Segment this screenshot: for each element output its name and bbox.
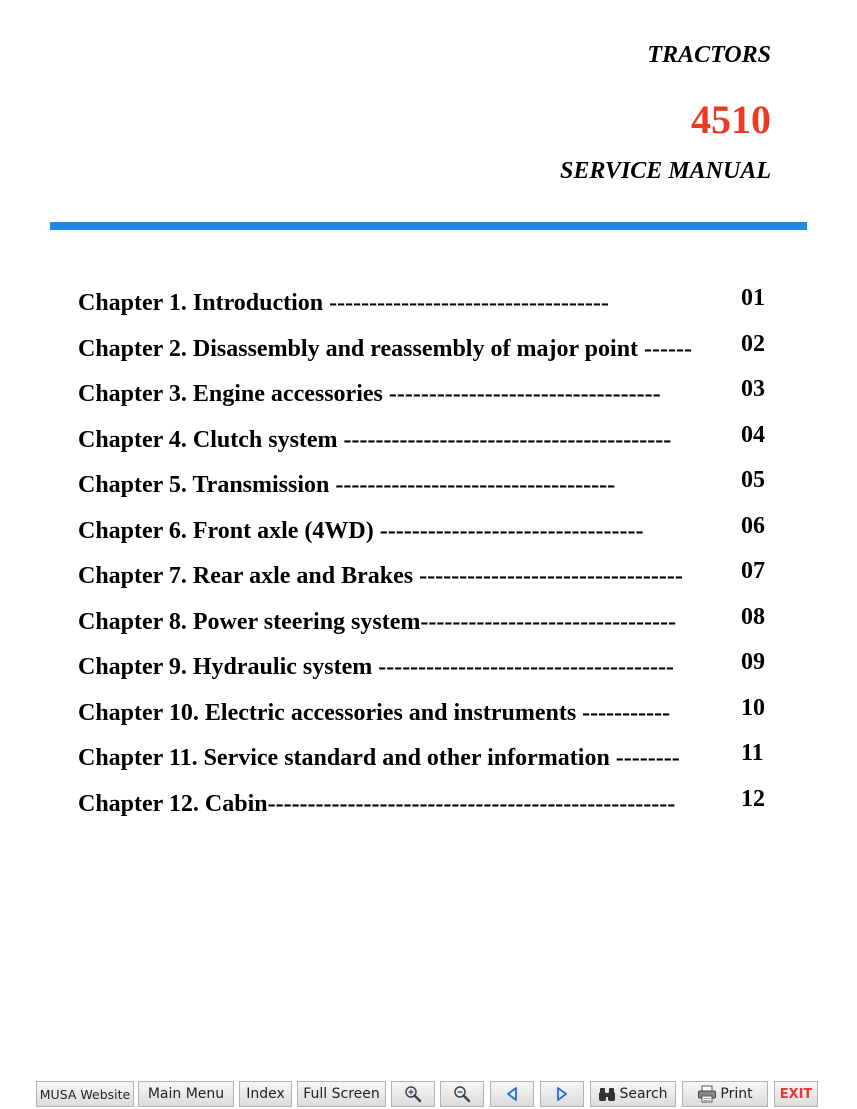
next-page-button[interactable] <box>540 1081 584 1107</box>
toc-item-chapter-4[interactable] <box>78 419 768 465</box>
doc-category: TRACTORS <box>647 42 771 68</box>
search-label: Search <box>619 1086 668 1102</box>
toc-item-chapter-9[interactable] <box>78 646 768 692</box>
toc-item-chapter-10[interactable] <box>78 692 768 738</box>
toc-item-label: Chapter 9. Hydraulic system ------------------------------------- <box>78 654 674 680</box>
toc-item-page: 03 <box>741 376 765 402</box>
toc-item-label: Chapter 7. Rear axle and Brakes --------------------------------- <box>78 563 683 589</box>
triangle-left-icon <box>505 1086 519 1102</box>
toc-item-label: Chapter 4. Clutch system ----------------------------------------- <box>78 426 672 453</box>
musa-website-button[interactable] <box>36 1081 134 1107</box>
zoom-in-icon <box>404 1085 422 1103</box>
previous-page-button[interactable] <box>490 1081 534 1107</box>
full-screen-label: Full Screen <box>303 1086 380 1102</box>
toc-item-chapter-2[interactable] <box>78 328 768 374</box>
bottom-toolbar <box>36 1081 826 1107</box>
main-menu-button[interactable] <box>138 1081 234 1107</box>
main-menu-label: Main Menu <box>147 1086 225 1102</box>
print-label: Print <box>720 1086 753 1102</box>
exit-label: EXIT <box>779 1086 813 1102</box>
toc-item-page: 12 <box>741 785 765 812</box>
zoom-in-button[interactable] <box>391 1081 435 1107</box>
toc-item-page: 11 <box>741 740 764 766</box>
toc-item-chapter-6[interactable] <box>78 510 768 556</box>
toc-item-page: 04 <box>741 421 765 448</box>
toc-item-page: 02 <box>741 330 765 357</box>
toc-item-chapter-5[interactable] <box>78 464 768 510</box>
triangle-right-icon <box>555 1086 569 1102</box>
toc-item-label: Chapter 11. Service standard and other information -------- <box>78 745 680 771</box>
toc-item-page: 08 <box>741 603 765 630</box>
toc-item-label: Chapter 8. Power steering system-------------------------------- <box>78 608 677 635</box>
toc-item-label: Chapter 5. Transmission ----------------------------------- <box>78 472 616 498</box>
toc-item-label: Chapter 1. Introduction ----------------------------------- <box>78 290 609 316</box>
toc-item-chapter-7[interactable] <box>78 555 768 601</box>
toc-item-page: 01 <box>741 285 765 311</box>
toc-item-chapter-1[interactable] <box>78 282 768 328</box>
full-screen-button[interactable] <box>297 1081 386 1107</box>
zoom-out-icon <box>453 1085 471 1103</box>
table-of-contents <box>78 282 768 828</box>
print-button[interactable] <box>682 1081 768 1107</box>
binoculars-icon <box>598 1086 616 1102</box>
toc-item-chapter-3[interactable] <box>78 373 768 419</box>
toc-item-label: Chapter 12. Cabin--------------------------------------------------- <box>78 790 676 817</box>
header-divider <box>50 222 807 230</box>
toc-item-chapter-8[interactable] <box>78 601 768 647</box>
toc-item-label: Chapter 2. Disassembly and reassembly of major point ------ <box>78 335 692 362</box>
doc-subtitle: SERVICE MANUAL <box>560 158 771 184</box>
toc-item-page: 10 <box>741 694 765 721</box>
toc-item-page: 05 <box>741 467 765 493</box>
toc-item-page: 06 <box>741 512 765 539</box>
printer-icon <box>697 1085 717 1103</box>
search-button[interactable] <box>590 1081 676 1107</box>
toc-item-label: Chapter 3. Engine accessories ---------------------------------- <box>78 381 661 407</box>
exit-button[interactable] <box>774 1081 818 1107</box>
musa-website-label: MUSA Website <box>39 1086 131 1102</box>
index-label: Index <box>246 1086 285 1102</box>
doc-model-number: 4510 <box>691 97 771 142</box>
toc-item-page: 07 <box>741 558 765 584</box>
toc-item-page: 09 <box>741 649 765 675</box>
zoom-out-button[interactable] <box>440 1081 484 1107</box>
toc-item-label: Chapter 10. Electric accessories and instruments ----------- <box>78 699 671 726</box>
toc-item-chapter-12[interactable] <box>78 783 768 829</box>
toc-item-chapter-11[interactable] <box>78 737 768 783</box>
toc-item-label: Chapter 6. Front axle (4WD) --------------------------------- <box>78 517 644 544</box>
index-button[interactable] <box>239 1081 292 1107</box>
